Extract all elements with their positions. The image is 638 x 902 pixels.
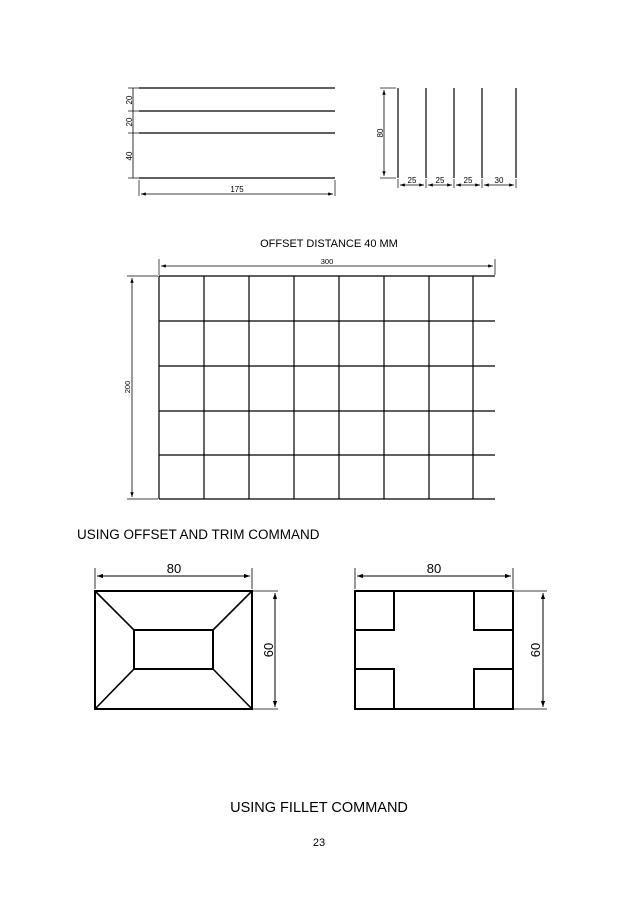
figure-fillet-cross — [355, 568, 547, 709]
dim-label-25-a: 25 — [407, 176, 417, 185]
dim-label-25-c: 25 — [463, 176, 473, 185]
dim-label-25-b: 25 — [435, 176, 445, 185]
inner-rectangle — [134, 630, 213, 669]
corner-square-bottom-left — [355, 669, 394, 709]
left-height-dimension-label: 60 — [261, 642, 276, 658]
outer-rectangle — [95, 591, 252, 709]
dim-label-80: 80 — [376, 128, 385, 138]
page-number: 23 — [312, 837, 326, 849]
corner-square-top-left — [355, 591, 394, 630]
figure-horizontal-offset-lines — [128, 88, 335, 196]
left-width-dimension-label: 80 — [166, 561, 182, 576]
figure-offset-trim-frame — [95, 568, 278, 709]
grid-width-dimension-label: 300 — [320, 257, 334, 266]
dim-label-175: 175 — [230, 185, 244, 194]
corner-square-bottom-right — [474, 669, 513, 709]
right-width-dimension-label: 80 — [426, 561, 442, 576]
dim-label-40: 40 — [125, 151, 134, 161]
cross-outer-rectangle — [355, 591, 513, 709]
dim-label-20-middle: 20 — [125, 117, 134, 127]
grid-figure-title: OFFSET DISTANCE 40 MM — [260, 238, 398, 250]
dim-label-20-top: 20 — [125, 95, 134, 105]
heading-offset-trim: USING OFFSET AND TRIM COMMAND — [77, 527, 320, 542]
dim-label-30: 30 — [494, 176, 504, 185]
figure-vertical-offset-lines — [380, 88, 516, 188]
grid-figure — [127, 259, 495, 499]
heading-fillet: USING FILLET COMMAND — [230, 800, 408, 816]
grid-height-dimension-label: 200 — [123, 380, 132, 394]
corner-square-top-right — [474, 591, 513, 630]
right-height-dimension-label: 60 — [528, 642, 543, 658]
